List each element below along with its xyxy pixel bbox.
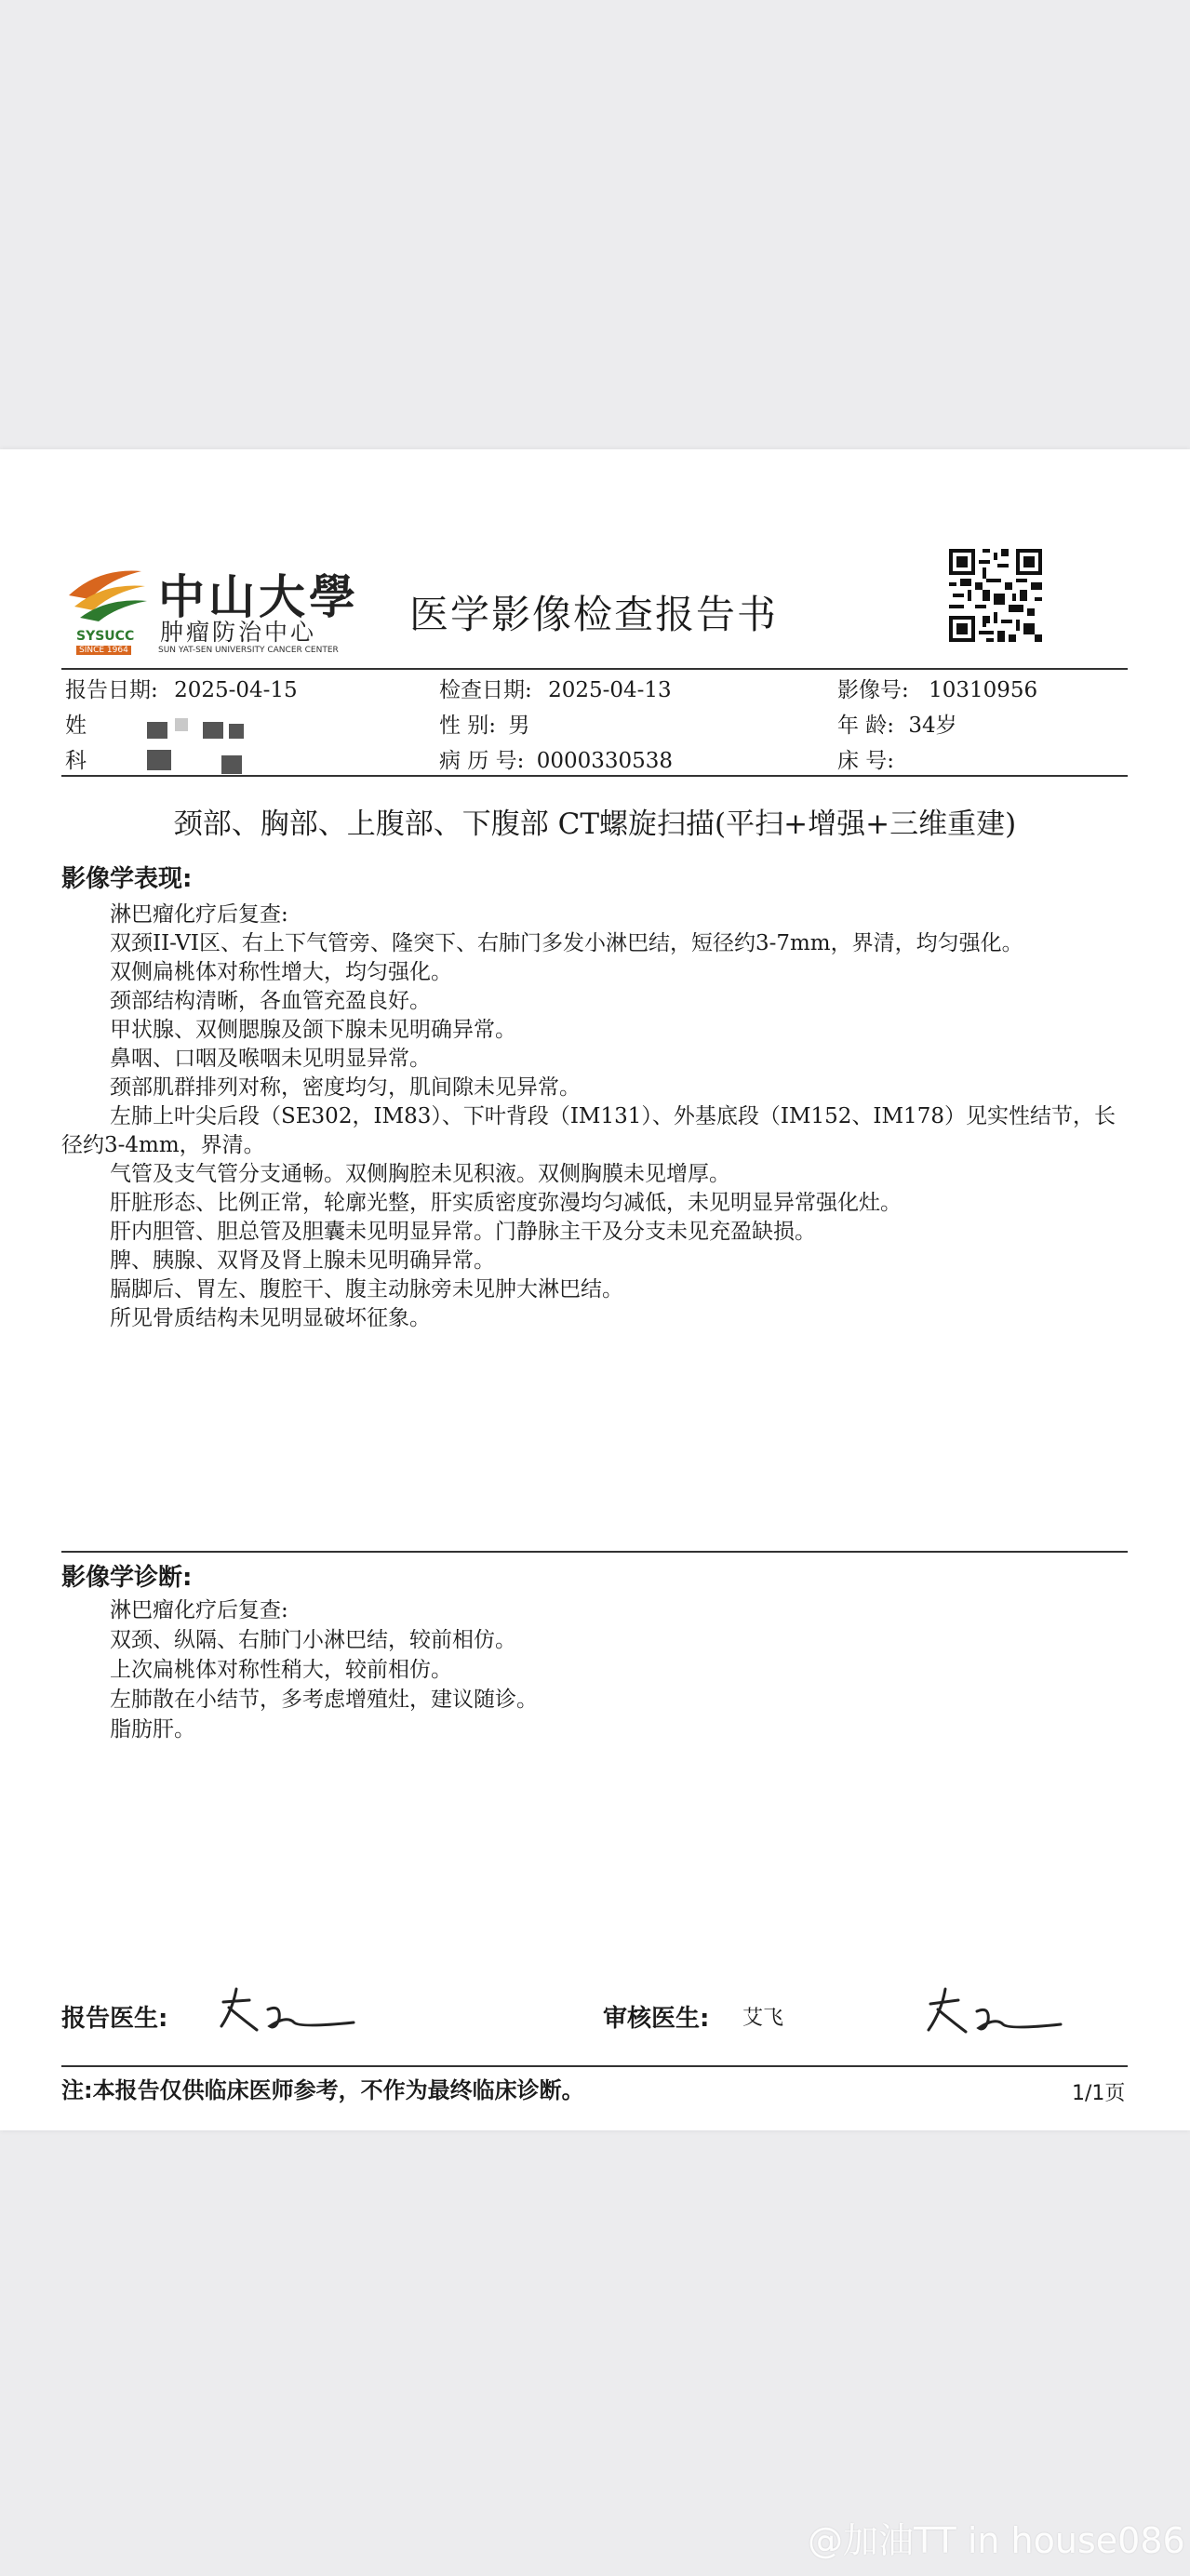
bed-field [837, 743, 894, 774]
header-divider [61, 668, 1128, 670]
report-doctor-label: 报告医生: [61, 2005, 168, 2033]
age-label: 年 龄: [837, 714, 895, 738]
redacted-name-3 [203, 722, 223, 739]
page-number: 1/1页 [1072, 2082, 1126, 2105]
diagnosis-line: 双颈、纵隔、右肺门小淋巴结，较前相仿。 [110, 1628, 516, 1652]
findings-line: 双侧扁桃体对称性增大，均匀强化。 [110, 960, 452, 984]
review-doctor-name: 艾飞 [742, 2007, 784, 2030]
diagnosis-line: 淋巴瘤化疗后复查: [110, 1598, 288, 1622]
report-date-label: 报告日期: [65, 678, 158, 702]
department-label: 科 [65, 749, 87, 773]
sex-value: 男 [508, 714, 530, 738]
department-field [65, 743, 87, 774]
findings-line: 鼻咽、口咽及喉咽未见明显异常。 [110, 1047, 431, 1071]
findings-line: 甲状腺、双侧腮腺及颌下腺未见明确异常。 [110, 1018, 516, 1042]
redacted-name-4 [229, 724, 244, 739]
findings-line: 左肺上叶尖后段（SE302，IM83）、下叶背段（IM131）、外基底段（IM152、IM178）见实性结节，长径约3-4mm，界清。 [61, 1104, 1116, 1157]
record-no-field [439, 743, 673, 774]
info-divider [61, 775, 1128, 777]
findings-divider [61, 1551, 1128, 1553]
logo-center-name: 肿瘤防治中心 [160, 619, 317, 646]
watermark-text: @加油TT in house086 [808, 2520, 1185, 2561]
image-no-field [837, 673, 1037, 703]
sysucc-emblem-icon [61, 558, 154, 633]
diagnosis-line: 上次扁桃体对称性稍大，较前相仿。 [110, 1658, 452, 1682]
sex-field [439, 708, 529, 739]
review-doctor-signature-icon [921, 1982, 1070, 2047]
name-label: 姓 [65, 714, 87, 738]
findings-line: 肝脏形态、比例正常，轮廓光整，肝实质密度弥漫均匀减低，未见明显异常强化灶。 [110, 1191, 902, 1215]
exam-date-label: 检查日期: [439, 678, 532, 702]
report-date-value: 2025-04-15 [174, 678, 298, 702]
exam-date-value: 2025-04-13 [548, 678, 672, 702]
diagnosis-heading: 影像学诊断: [61, 1564, 193, 1592]
redacted-dept-1 [147, 750, 171, 770]
findings-line: 所见骨质结构未见明显破坏征象。 [110, 1306, 431, 1330]
sex-label: 性 别: [439, 714, 497, 738]
exam-date-field [439, 673, 672, 703]
logo-english-name: SUN YAT-SEN UNIVERSITY CANCER CENTER [158, 646, 339, 655]
findings-line: 肝内胆管、胆总管及胆囊未见明显异常。门静脉主干及分支未见充盈缺损。 [110, 1220, 816, 1244]
diagnosis-line: 脂肪肝。 [110, 1717, 195, 1742]
redacted-name-2 [175, 718, 188, 731]
hospital-logo [61, 558, 359, 662]
name-field [65, 708, 87, 739]
qr-code-icon [949, 549, 1042, 642]
findings-body [61, 901, 1131, 1333]
footer-note: 注:本报告仅供临床医师参考，不作为最终临床诊断。 [61, 2077, 584, 2103]
logo-since-text: SINCE 1964 [76, 646, 131, 655]
review-doctor-label: 审核医生: [603, 2005, 710, 2033]
age-field [837, 708, 957, 739]
record-no-value: 0000330538 [536, 749, 674, 773]
image-no-value: 10310956 [929, 678, 1038, 702]
exam-title: 颈部、胸部、上腹部、下腹部 CT螺旋扫描(平扫+增强+三维重建) [173, 808, 1017, 841]
findings-line: 膈脚后、胃左、腹腔干、腹主动脉旁未见肿大淋巴结。 [110, 1277, 623, 1301]
redacted-name-1 [147, 722, 167, 739]
findings-line: 气管及支气管分支通畅。双侧胸腔未见积液。双侧胸膜未见增厚。 [110, 1162, 730, 1186]
findings-line: 颈部结构清晰，各血管充盈良好。 [110, 989, 431, 1013]
image-no-label: 影像号: [837, 678, 909, 702]
findings-line: 淋巴瘤化疗后复查: [110, 902, 288, 927]
findings-line: 双颈II-VI区、右上下气管旁、隆突下、右肺门多发小淋巴结，短径约3-7mm，界清，均匀强化。 [110, 931, 1023, 955]
diagnosis-line: 左肺散在小结节，多考虑增殖灶，建议随诊。 [110, 1688, 538, 1712]
bed-label: 床 号: [837, 749, 895, 773]
logo-university-name: 中山大學 [158, 570, 359, 624]
redacted-dept-2 [221, 755, 242, 774]
findings-heading: 影像学表现: [61, 865, 193, 893]
report-doctor-signature-icon [214, 1982, 363, 2047]
findings-line: 脾、胰腺、双肾及肾上腺未见明确异常。 [110, 1248, 495, 1273]
report-title: 医学影像检查报告书 [409, 592, 779, 637]
findings-line: 颈部肌群排列对称，密度均匀，肌间隙未见异常。 [110, 1075, 581, 1100]
diagnosis-body [61, 1595, 1131, 1744]
report-date-field [65, 673, 298, 703]
logo-sysucc-text: SYSUCC [76, 629, 135, 644]
footer-divider [61, 2065, 1128, 2067]
age-value: 34岁 [908, 714, 957, 738]
record-no-label: 病 历 号: [439, 749, 525, 773]
